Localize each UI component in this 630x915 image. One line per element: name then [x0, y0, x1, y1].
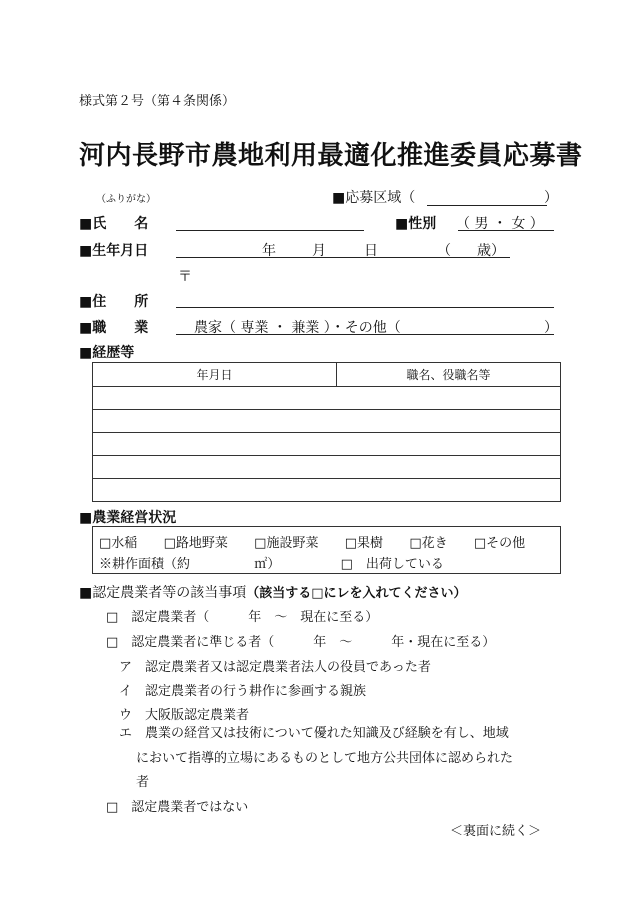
history-col-date: 年月日 — [93, 363, 337, 387]
birth-month: 月 — [312, 243, 326, 259]
history-row[interactable] — [93, 456, 561, 479]
history-header-row — [93, 363, 561, 387]
history-cell[interactable] — [93, 387, 561, 410]
furigana-label: （ふりがな） — [96, 194, 156, 205]
certified-label: ■認定農業者等の該当事項 — [79, 585, 247, 601]
birth-day: 日 — [364, 243, 378, 259]
farm-option-greenhouse-vegetables[interactable]: □施設野菜 — [254, 536, 319, 551]
gender-label: ■性別 — [395, 216, 437, 232]
history-cell[interactable] — [93, 479, 561, 502]
history-row[interactable] — [93, 433, 561, 456]
history-cell[interactable] — [93, 433, 561, 456]
farm-options-row — [99, 532, 525, 551]
history-col-title: 職名、役職名等 — [337, 363, 561, 387]
certified-option-equivalent[interactable]: □ 認定農業者に準じる者（ 年 ～ 年・現在に至る） — [106, 635, 496, 650]
history-row[interactable] — [93, 479, 561, 502]
farm-shipping-checkbox[interactable]: □ 出荷している — [340, 557, 444, 572]
farm-option-open-vegetables[interactable]: □路地野菜 — [163, 536, 228, 551]
occupation-field[interactable] — [176, 334, 554, 335]
birth-label: ■生年月日 — [79, 243, 149, 259]
gender-underline — [458, 230, 554, 231]
continued-note: ＜裏面に続く＞ — [450, 824, 542, 839]
history-row[interactable] — [93, 410, 561, 433]
postal-mark: 〒 — [178, 269, 192, 285]
sub-item-e-line3: 者 — [136, 775, 150, 790]
farm-option-rice[interactable]: □水稲 — [99, 536, 138, 551]
occupation-close: ） — [544, 320, 558, 336]
name-label: ■氏 名 — [79, 216, 149, 232]
sub-item-u: ウ 大阪版認定農業者 — [119, 708, 250, 723]
age-label: 歳） — [477, 243, 505, 259]
farm-area-unit: ㎡） — [254, 557, 281, 572]
history-label: ■経歴等 — [79, 345, 135, 361]
farm-option-fruit[interactable]: □果樹 — [344, 536, 384, 551]
certified-section — [79, 582, 467, 602]
address-field[interactable] — [176, 307, 554, 308]
history-table — [92, 362, 561, 502]
farm-area-label: ※耕作面積（約 — [99, 557, 191, 572]
sub-item-e-line2: において指導的立場にあるものとして地方公共団体に認められた — [136, 751, 514, 766]
history-cell[interactable] — [93, 456, 561, 479]
farm-area-row — [99, 553, 444, 572]
farm-label: ■農業経営状況 — [79, 510, 177, 526]
certified-instruction: （該当する□にレを入れてください） — [246, 586, 467, 601]
sub-item-e-line1: エ 農業の経営又は技術について優れた知識及び経験を有し、地域 — [119, 726, 509, 741]
certified-option-certified[interactable]: □ 認定農業者（ 年 ～ 現在に至る） — [106, 610, 379, 625]
history-row[interactable] — [93, 387, 561, 410]
occupation-options[interactable]: 農家（ 専業 ・ 兼業 ）・その他（ — [194, 320, 401, 336]
name-field[interactable] — [176, 230, 364, 231]
sub-item-a: ア 認定農業者又は認定農業者法人の役員であった者 — [119, 660, 431, 675]
farm-option-other[interactable]: □その他 — [473, 536, 526, 551]
birth-year: 年 — [262, 243, 276, 259]
area-field[interactable] — [427, 205, 547, 206]
sub-item-i: イ 認定農業者の行う耕作に参画する親族 — [119, 684, 367, 699]
form-number: 様式第２号（第４条関係） — [79, 94, 236, 109]
area-label: ■応募区域（ — [332, 190, 416, 206]
certified-option-none[interactable]: □ 認定農業者ではない — [106, 800, 249, 815]
farm-option-flowers[interactable]: □花き — [409, 536, 448, 551]
address-label: ■住 所 — [79, 294, 149, 310]
birth-field[interactable] — [176, 257, 510, 258]
farm-box — [92, 526, 561, 574]
area-close: ） — [544, 190, 558, 206]
gender-options[interactable]: （ 男 ・ 女 ） — [456, 216, 544, 232]
age-open: （ — [437, 243, 451, 259]
history-cell[interactable] — [93, 410, 561, 433]
page-title: 河内長野市農地利用最適化推進委員応募書 — [79, 141, 583, 171]
occupation-label: ■職 業 — [79, 320, 149, 336]
